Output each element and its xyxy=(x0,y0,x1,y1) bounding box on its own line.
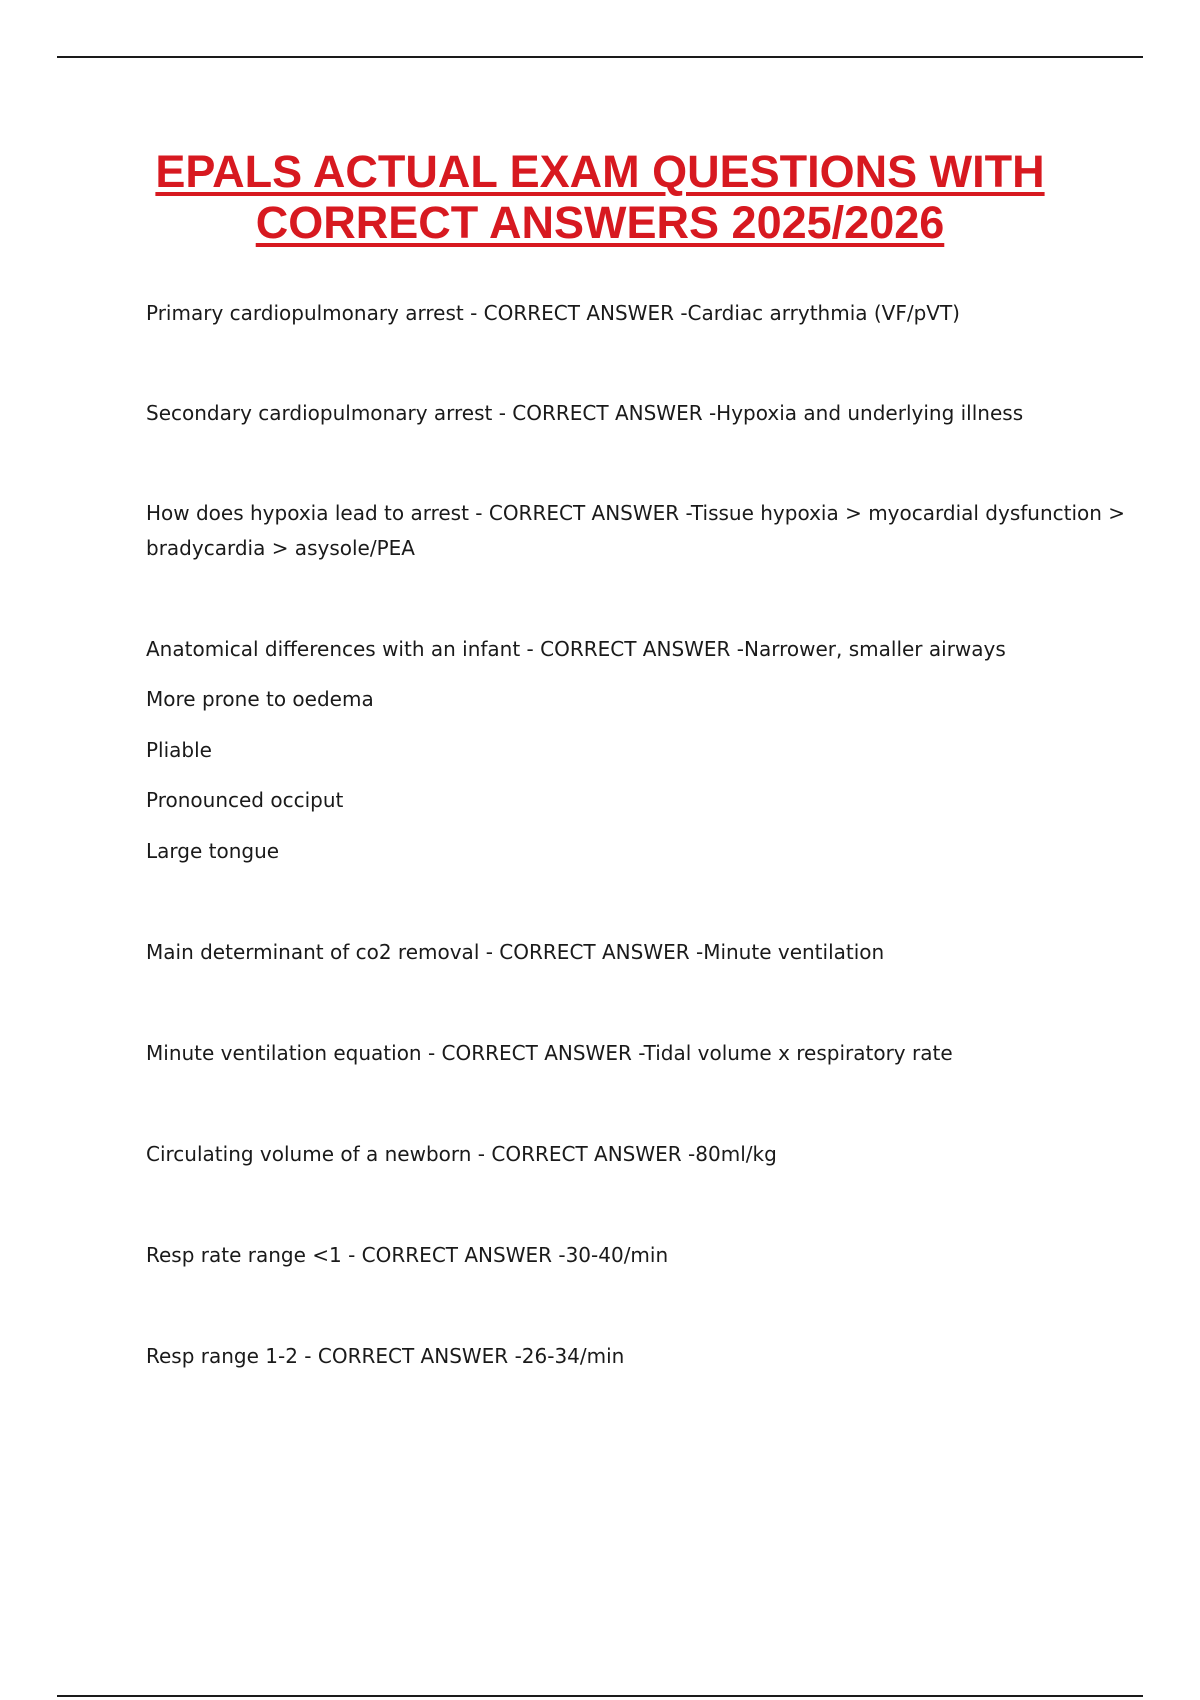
qa-text: More prone to oedema xyxy=(146,687,374,711)
qa-text: Large tongue xyxy=(146,839,280,863)
qa-text: Minute ventilation equation - CORRECT ANSWER -Tidal volume x respiratory rate xyxy=(146,1041,953,1065)
qa-text: Circulating volume of a newborn - CORRECT ANSWER -80ml/kg xyxy=(146,1142,777,1166)
qa-text: Primary cardiopulmonary arrest - CORRECT ANSWER -Cardiac arrythmia (VF/pVT) xyxy=(146,301,960,325)
qa-text: Resp range 1-2 - CORRECT ANSWER -26-34/min xyxy=(146,1344,625,1368)
qa-text-line-1: How does hypoxia lead to arrest - CORRECT ANSWER -Tissue hypoxia > myocardial dysfunction > xyxy=(146,501,1126,525)
qa-text: Anatomical differences with an infant - CORRECT ANSWER -Narrower, smaller airways xyxy=(146,637,1006,661)
qa-text: Pliable xyxy=(146,738,212,762)
top-rule xyxy=(57,56,1143,58)
qa-text-line-2: bradycardia > asysole/PEA xyxy=(146,536,415,560)
qa-text: Resp rate range <1 - CORRECT ANSWER -30-40/min xyxy=(146,1243,669,1267)
qa-text: Secondary cardiopulmonary arrest - CORRECT ANSWER -Hypoxia and underlying illness xyxy=(146,401,1024,425)
title-line-2: CORRECT ANSWERS 2025/2026 xyxy=(255,197,945,248)
title-line-1: EPALS ACTUAL EXAM QUESTIONS WITH xyxy=(155,146,1045,197)
document-title xyxy=(100,146,1100,248)
bottom-rule xyxy=(57,1695,1143,1697)
qa-text: Pronounced occiput xyxy=(146,788,344,812)
qa-text: Main determinant of co2 removal - CORRECT ANSWER -Minute ventilation xyxy=(146,940,885,964)
